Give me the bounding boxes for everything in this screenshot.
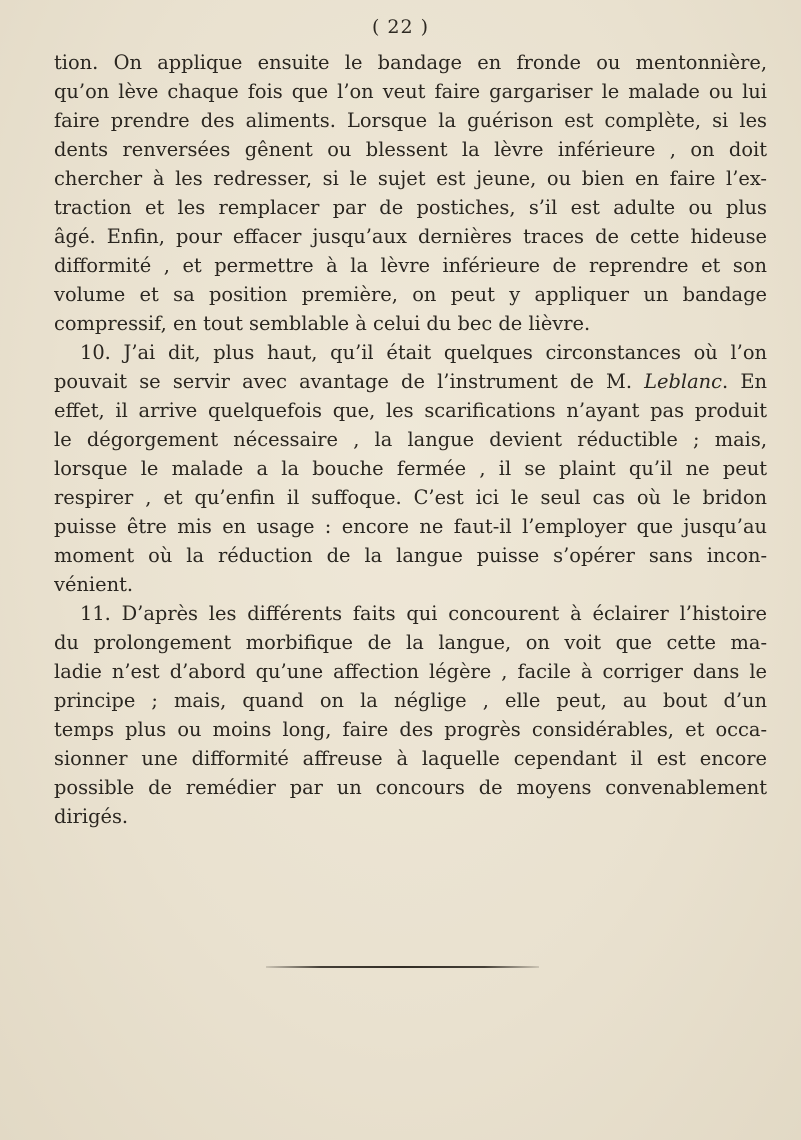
text-line: principe ; mais, quand on la néglige , elle peut, au bout d’un xyxy=(54,689,767,712)
text-line: temps plus ou moins long, faire des progrès considérables, et occa- xyxy=(54,718,767,741)
paragraph-end-line: dirigés. xyxy=(54,805,129,828)
text-line: faire prendre des aliments. Lorsque la guérison est complète, si les xyxy=(54,109,767,132)
author-name: Leblanc xyxy=(644,370,723,393)
text-line: âgé. Enfin, pour effacer jusqu’aux dernières traces de cette hideuse xyxy=(54,225,767,248)
text-line: possible de remédier par un concours de moyens convenablement xyxy=(54,776,767,799)
text-line: traction et les remplacer par de postiches, s’il est adulte ou plus xyxy=(54,196,767,219)
line-text: . En xyxy=(722,370,767,393)
text-line: puisse être mis en usage : encore ne faut-il l’employer que jusqu’au xyxy=(54,515,767,538)
line-text: pouvait se servir avec avantage de l’instrument de M. xyxy=(54,370,645,393)
text-line-with-author xyxy=(54,367,767,396)
section-divider-rule xyxy=(266,966,539,968)
text-line: qu’on lève chaque fois que l’on veut faire gargariser le malade ou lui xyxy=(54,80,767,103)
text-line: lorsque le malade a la bouche fermée , il se plaint qu’il ne peut xyxy=(54,457,767,480)
text-line: volume et sa position première, on peut y appliquer un bandage xyxy=(54,283,767,306)
text-line: sionner une difformité affreuse à laquelle cependant il est encore xyxy=(54,747,767,770)
paragraph-end-line: compressif, en tout semblable à celui du bec de lièvre. xyxy=(54,312,591,335)
body-text xyxy=(54,48,767,831)
text-line: difformité , et permettre à la lèvre inférieure de reprendre et son xyxy=(54,254,767,277)
text-line: effet, il arrive quelquefois que, les scarifications n’ayant pas produit xyxy=(54,399,767,422)
text-line: chercher à les redresser, si le sujet est jeune, ou bien en faire l’ex- xyxy=(54,167,767,190)
text-line: dents renversées gênent ou blessent la lèvre inférieure , on doit xyxy=(54,138,767,161)
text-line: le dégorgement nécessaire , la langue devient réductible ; mais, xyxy=(54,428,767,451)
text-line: du prolongement morbifique de la langue, on voit que cette ma- xyxy=(54,631,767,654)
text-line: ladie n’est d’abord qu’une affection légère , facile à corriger dans le xyxy=(54,660,767,683)
text-line: moment où la réduction de la langue puisse s’opérer sans incon- xyxy=(54,544,767,567)
text-line: respirer , et qu’enfin il suffoque. C’est ici le seul cas où le bridon xyxy=(54,486,767,509)
page-number: ( 22 ) xyxy=(371,16,430,38)
paragraph-11-start: 11. D’après les différents faits qui concourent à éclairer l’histoire xyxy=(80,602,767,625)
paragraph-end-line: vénient. xyxy=(54,573,134,596)
text-line: tion. On applique ensuite le bandage en fronde ou mentonnière, xyxy=(54,51,767,74)
paragraph-10-start: 10. J’ai dit, plus haut, qu’il était quelques circonstances où l’on xyxy=(80,341,767,364)
